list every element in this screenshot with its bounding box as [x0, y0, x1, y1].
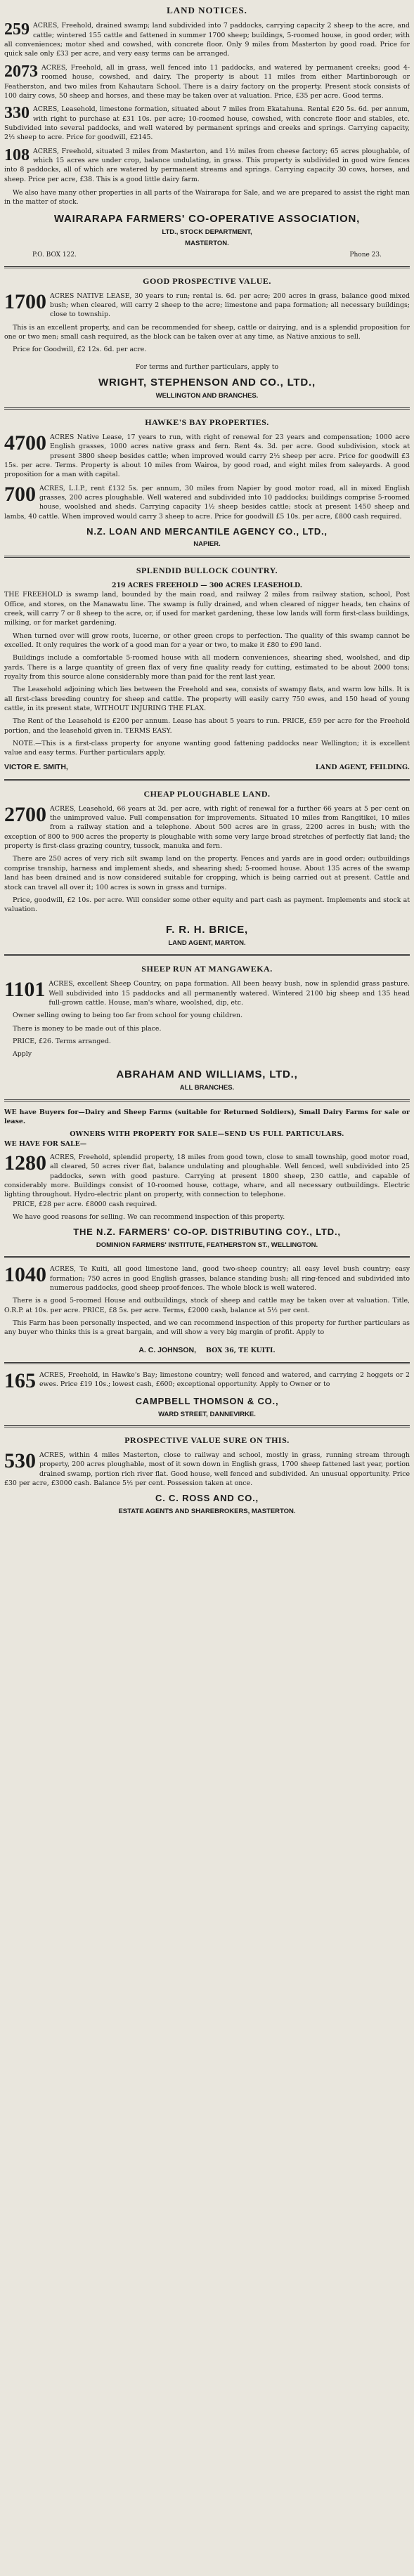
acreage-figure: 108 — [4, 145, 30, 164]
section-divider — [4, 266, 410, 268]
advert-1700-acres — [4, 289, 410, 358]
agent-name: VICTOR E. SMITH, — [4, 762, 68, 771]
advertiser-name: C. C. ROSS AND CO., — [155, 1493, 259, 1504]
advert-text: ACRES, Leasehold, limestone formation, situated about 7 miles from Ekatahuna. Rental £20 5s. 6d. per annum, with right to purchase at £31 10s. per acre; 10-roomed house, cowshed, with concrete floor and stables, etc. Subdivided into several paddocks, and well watered by permanent springs and creeks and springs. Carrying capacity, 2½ sheep to acre. Price for goodwill, £2145. — [4, 105, 410, 142]
advertiser-address: LAND AGENT, MARTON. — [168, 939, 246, 947]
advert-text: There is money to be made out of this place. — [13, 1024, 162, 1033]
section-heading: SHEEP RUN AT MANGAWEKA. — [141, 964, 273, 974]
advert-text: Owner selling owing to being too far from school for young children. — [13, 1012, 243, 1020]
advert-price: PRICE, £26. Terms arranged. — [13, 1038, 111, 1046]
advert-259-acres — [4, 21, 410, 58]
section-subheading: 219 ACRES FREEHOLD — 300 ACRES LEASEHOLD. — [111, 581, 303, 589]
advert-1040-acres — [4, 1264, 410, 1340]
advert-note: NOTE.—This is a first-class property for anyone wanting good fattening paddocks near Wellington; it is excellent value and easy terms. Further particulars apply. — [4, 740, 410, 757]
acreage-figure: 530 — [4, 1449, 36, 1473]
advert-text: There is a good 5-roomed House and outbuildings, stock of sheep and cattle may be taken over at valuation. Title, O.R.P. at 10s. per acre. PRICE, £8 5s. per acre. Terms, £2000 cash, balance at 5½ per cent. — [4, 1297, 410, 1314]
acreage-figure: 259 — [4, 20, 30, 39]
advert-text: ACRES, L.I.P., rent £132 5s. per annum, 30 miles from Napier by good motor road, all in mixed English grasses, 200 acres ploughable. Well watered and subdivided into 10 paddocks; buildings comprise 5-roomed house, woolshed and sheds. Carrying capacity 1½ sheep besides cattle; stock at present 1450 sheep and lambs, 40 cattle. When improved would carry 3 sheep to acre. Price for goodwill £5 10s. per acre, £800 cash required. — [4, 484, 410, 521]
advert-price: The Rent of the Leasehold is £200 per annum. Lease has about 5 years to run. PRICE, £59 per acre for the Freehold portion, and the leasehold given in. TERMS EASY. — [4, 717, 410, 735]
acreage-figure: 330 — [4, 104, 30, 123]
acreage-figure: 1040 — [4, 1263, 46, 1287]
advert-1280-acres — [4, 1153, 410, 1222]
advert-530-acres — [4, 1451, 410, 1488]
section-divider — [4, 556, 410, 558]
phone-number: Phone 23. — [349, 251, 382, 259]
section-heading: HAWKE'S BAY PROPERTIES. — [145, 417, 269, 427]
advert-text: ACRES, excellent Sheep Country, on papa formation. All been heavy bush, now in splendid grass pasture. Well subdivided into 15 paddocks and all permanently watered. Wintered 2100 big sheep and 135 head full-grown cattle. House, man's whare, woolshed, dip, etc. — [48, 980, 410, 1007]
advert-text: This is an excellent property, and can be recommended for sheep, cattle or dairying, and is a splendid proposition for one or two men; small cash required, as the block can be taken over at any time, as Native anxious to sell. — [4, 323, 410, 341]
advert-price: Price, goodwill, £2 10s. per acre. Will consider some other equity and part cash as payment. Implements and stock at valuation. — [4, 896, 410, 914]
advertiser-address: WARD STREET, DANNEVIRKE. — [158, 1410, 256, 1418]
advert-700-acres — [4, 484, 410, 521]
advertiser-name: CAMPBELL THOMSON & CO., — [135, 1396, 279, 1407]
advert-note: We also have many other properties in all parts of the Wairarapa for Sale, and we are prepared to assist the right man in the matter of stock. — [4, 188, 410, 207]
advertiser-address: ESTATE AGENTS AND SHAREBROKERS, MASTERTON. — [118, 1507, 296, 1515]
acreage-figure: 4700 — [4, 431, 46, 455]
advert-text: Buildings include a comfortable 5-roomed house with all modern conveniences, shearing shed, woolshed, and dip yards. There is a large quantity of green flax of very fine quality ready for cutting, estimated to be about 2000 tons; royalty from this source alone considerably more than paid for the rent last year. — [4, 654, 410, 681]
acreage-figure: 2073 — [4, 62, 38, 81]
advert-enquiry: Apply — [13, 1050, 32, 1059]
advertiser-address: WELLINGTON AND BRANCHES. — [155, 392, 259, 400]
advert-text: ACRES, Freehold, in Hawke's Bay; limestone country; well fenced and watered, and carrying 2 hoggets or 2 ewes. Price £19 10s.; lowest cash, £600; exceptional opportunity. Apply to Owner or to — [39, 1371, 410, 1388]
advert-call: OWNERS WITH PROPERTY FOR SALE—SEND US FULL PARTICULARS. — [70, 1130, 344, 1139]
advert-text: ACRES, Freehold, drained swamp; land subdivided into 7 paddocks, carrying capacity 2 sheep to the acre, and cattle; wintered 155 cattle and fattened in summer 1700 sheep; buildings, 5-roomed house, in good order, with all conveniences; motor shed and cowshed, with concrete floor. Only 9 miles from Masterton by good road. Price for quick sale only £33 per acre, and very easy terms can be arranged. — [4, 22, 410, 58]
section-heading: CHEAP PLOUGHABLE LAND. — [143, 788, 271, 799]
land-notices-page — [4, 3, 410, 2570]
advert-price: Price for Goodwill, £2 12s. 6d. per acre. — [13, 346, 147, 354]
advert-text: There are 250 acres of very rich silt swamp land on the property. Fences and yards are in good order; outbuildings comprise tranship, harness and implement sheds, and shearing shed; 5-roomed house. About 135 acres of the swamp land has been drained and is now considered suitable for cropping, which is being carried out at present. Cattle and stock can travel all over it; 100 acres is sown in grass and turnips. — [4, 855, 410, 891]
advert-text: When turned over will grow roots, lucerne, or other green crops to perfection. The quality of this swamp cannot be excelled. It only requires the work of a good man for a year or two, to make it £80 to £90 land. — [4, 632, 410, 650]
advert-4700-acres — [4, 433, 410, 480]
advert-108-acres — [4, 147, 410, 184]
advertiser-address: DOMINION FARMERS' INSTITUTE, FEATHERSTON ST., WELLINGTON. — [96, 1241, 318, 1249]
section-divider — [4, 1362, 410, 1364]
agent-role: LAND AGENT, FEILDING. — [315, 763, 410, 771]
advert-text: ACRES, Freehold, splendid property, 18 miles from good town, close to small township, good motor road, all cleared, 50 acres river flat, balance undulating and ploughable. Well fenced, well subdivided into 25 paddocks, sewn with good pasture. Carrying at present 1800 sheep, 230 cattle, and capable of considerably more. Buildings consist of 10-roomed house, cottage, whare, and all necessary outbuildings. Electric lighting throughout. Hydro-electric plant on property, with connection to telephone. — [4, 1153, 410, 1199]
advertiser-address: ALL BRANCHES. — [179, 1084, 235, 1092]
advert-2073-acres — [4, 63, 410, 100]
advert-text: ACRES NATIVE LEASE, 30 years to run; rental is. 6d. per acre; 200 acres in grass, balance good mixed bush; when cleared, will carry 2 sheep to the acre; limestone and papa formation; all necessary buildings; close to township. — [50, 292, 410, 319]
acreage-figure: 165 — [4, 1368, 36, 1392]
advertiser-name: ABRAHAM AND WILLIAMS, LTD., — [116, 1068, 298, 1080]
page-title: LAND NOTICES. — [167, 5, 247, 15]
section-divider — [4, 1256, 410, 1258]
advert-bullock-country — [4, 590, 410, 758]
advert-buyers-wanted — [4, 1108, 410, 1149]
advert-text: ACRES, Freehold, all in grass, well fenced into 11 paddocks, and watered by permanent creeks; good 4-roomed house, cowshed, and dairy. The property is about 11 miles from either Martinborough or Featherston, and two miles from Kahautara School. There is a dairy factory on the property. Present stock consists of 100 dairy cows, 50 sheep and horses, and these may be taken over at valuation. Price, £35 per acre. Good terms. — [4, 63, 410, 100]
advert-text: ACRES, Te Kuiti, all good limestone land, good two-sheep country; all easy level bush country; easy formation; 750 acres in good English grasses, balance standing bush; all ring-fenced and subdivided into numerous paddocks, good sheep proof-fences. The whole block is well watered. — [50, 1265, 410, 1292]
section-divider — [4, 407, 410, 410]
advertiser-name: N.Z. LOAN AND MERCANTILE AGENCY CO., LTD., — [86, 526, 328, 537]
advert-enquiry: For terms and further particulars, apply to — [135, 362, 279, 371]
advert-text: ACRES, within 4 miles Masterton, close to railway and school, mostly in grass, running stream through property, 200 acres ploughable, most of it sown down in English grass, 1700 sheep fattened last year, portion drained swamp, portion rich river flat. Good house, well fenced and subdivided. An unusual opportunity. Price £30 per acre, £3000 cash. Balance 5½ per cent. Possession taken at once. — [4, 1451, 410, 1488]
advert-note: We have good reasons for selling. We can recommend inspection of this property. — [13, 1212, 285, 1221]
section-heading: GOOD PROSPECTIVE VALUE. — [143, 275, 271, 286]
advert-intro: WE have Buyers for—Dairy and Sheep Farms (suitable for Returned Soldiers), Small Dairy Farms for sale or lease. — [4, 1108, 410, 1125]
advertiser-name: WRIGHT, STEPHENSON AND CO., LTD., — [98, 377, 316, 389]
advert-165-acres — [4, 1368, 410, 1392]
po-box: P.O. BOX 122. — [32, 251, 77, 259]
section-heading: SPLENDID BULLOCK COUNTRY. — [136, 565, 278, 575]
acreage-figure: 2700 — [4, 802, 46, 826]
advertiser-department: LTD., STOCK DEPARTMENT, — [162, 228, 252, 236]
advert-price: PRICE, £28 per acre. £8000 cash required. — [13, 1200, 157, 1208]
advert-text: ACRES Native Lease, 17 years to run, with right of renewal for 23 years and compensation; 1000 acre English grasses, 1000 acres native grass and fern. Rent 4s. 3d. per acre. Good subdivision, stock at present 3800 sheep besides cattle; when improved would carry 2½ sheep per acre. Price for goodwill £3 15s. per acre. Terms. Property is about 10 miles from Wairoa, by good road, and eight miles from saleyards. A good proposition for a man with capital. — [4, 433, 410, 479]
advert-text: The Leasehold adjoining which lies between the Freehold and sea, consists of swampy flats, and warm low hills. It is all first-class breeding country for sheep and cattle. The property will easily carry 750 ewes, and 150 head of young cattle, in its present state, WITHOUT INJURING THE FLAX. — [4, 686, 410, 713]
acreage-figure: 1280 — [4, 1151, 46, 1175]
agent-row — [4, 762, 410, 773]
contact-row — [32, 251, 382, 260]
section-divider — [4, 1425, 410, 1427]
advert-330-acres — [4, 105, 410, 142]
advertiser-name: F. R. H. BRICE, — [165, 923, 248, 936]
section-divider — [4, 779, 410, 781]
agent-name: A. C. JOHNSON, — [138, 1345, 197, 1354]
acreage-figure: 700 — [4, 482, 36, 506]
agent-row — [4, 1345, 410, 1356]
advert-text: ACRES, Freehold, situated 3 miles from Masterton, and 1½ miles from cheese factory; 65 acres ploughable, of which 15 acres are under crop, balance undulating, in grass. This property is subdivided in good wire fences into 8 paddocks, all of which are watered by permanent streams and springs. Carrying capacity 30 cows, horses, and sheep. Price per acre, £38. This is a good little dairy farm. — [4, 147, 410, 183]
section-divider — [4, 1099, 410, 1101]
advert-text: THE FREEHOLD is swamp land, bounded by the main road, and railway 2 miles from railway station, school, Post Office, and stores, on the Manawatu line. The swamp is fully drained, and when cleared of nigger heads, ten chains of creek, will carry 7 or 8 sheep to the acre, or, if used for market gardening, these low lands will form first-class buildings, milking, or for market gardening. — [4, 591, 410, 627]
advertiser-town: MASTERTON. — [185, 240, 229, 248]
advert-2700-acres — [4, 804, 410, 918]
advert-1101-acres — [4, 979, 410, 1062]
advertiser-name: WAIRARAPA FARMERS' CO-OPERATIVE ASSOCIATION, — [53, 212, 361, 225]
advert-text: This Farm has been personally inspected, and we can recommend inspection of this property for further particulars as any buyer who thinks this is a great bargain, and will show a very big margin of profit. Apply to — [4, 1319, 410, 1337]
section-heading: PROSPECTIVE VALUE SURE ON THIS. — [124, 1435, 290, 1446]
advertiser-address: NAPIER. — [193, 540, 221, 549]
advert-subheading: WE HAVE FOR SALE— — [4, 1139, 87, 1148]
agent-address: BOX 36, TE KUITI. — [206, 1346, 276, 1354]
acreage-figure: 1101 — [4, 978, 46, 1002]
advert-text: ACRES, Leasehold, 66 years at 3d. per acre, with right of renewal for a further 66 years at 5 per cent on the unimproved value. Full compensation for improvements. Situated 10 miles from Rangitikei, 10 miles from a railway station and a telephone. About 500 acres are in grass, 2200 acres in bush; with the exception of 800 to 900 acres the property is ploughable with some very large broad stretches of perfectly flat land; the property is first-class grazing country, tussock, manuka and fern. — [4, 804, 410, 851]
advertiser-name: THE N.Z. FARMERS' CO-OP. DISTRIBUTING COY., LTD., — [73, 1227, 341, 1238]
section-divider — [4, 954, 410, 956]
acreage-figure: 1700 — [4, 289, 46, 313]
